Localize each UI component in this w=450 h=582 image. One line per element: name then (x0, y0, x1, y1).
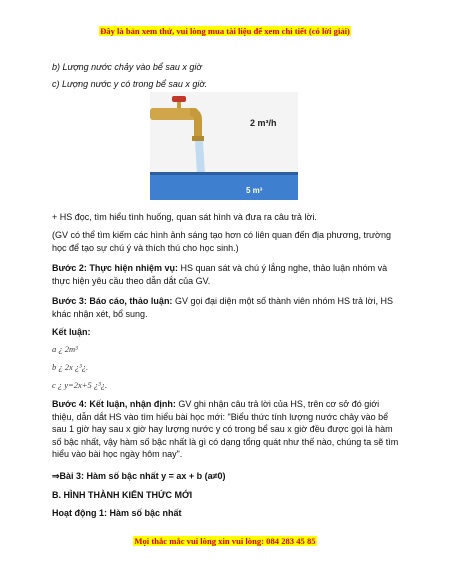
question-b: b) Lượng nước chảy vào bể sau x giờ (52, 62, 202, 72)
step4-text: GV ghi nhận câu trả lời của HS, trên cơ sở đó giới thiệu, dẫn dắt HS vào tìm hiểu bài học mới: "Biểu thức tính lượng nước chảy vào bể sau 1 giờ hay sau x giờ hay lượng nước y có trong bể sau x giờ đều được gọi là hàm số bậc nhất, vậy hàm số bậc nhất là gì có dạng tổng quát như thế nào, chúng ta sẽ tìm hiểu vào bài học ngày hôm nay". (52, 399, 399, 459)
step2-title: Bước 2: Thực hiện nhiệm vụ: (52, 263, 178, 273)
step3-title: Bước 3: Báo cáo, thảo luận: (52, 296, 173, 306)
preview-banner-text: Đây là bản xem thử, vui lòng mua tài liệu để xem chi tiết (có lời giải) (100, 26, 350, 36)
gv-note: (GV có thể tìm kiếm các hình ảnh sáng tạo hơn có liên quan đến địa phương, trường học để tạo sự chú ý và thích thú cho học sinh.) (52, 230, 391, 253)
step2-text: HS quan sát và chú ý lắng nghe, thảo luận nhóm và thực hiện yêu cầu theo dẫn dắt của GV. (52, 263, 388, 286)
step3-text: GV gọi đại diện một số thành viên nhóm HS trả lời, HS khác nhận xét, bổ sung. (52, 296, 393, 319)
faucet-tank-figure (150, 92, 298, 200)
faucet-tank-illustration (150, 92, 298, 200)
answer-c: c ¿ y=2x+5 ¿³¿. (52, 380, 108, 390)
activity1-heading: Hoạt động 1: Hàm số bậc nhất (52, 508, 182, 518)
lesson-title: ⇒Bài 3: Hàm số bậc nhất y = ax + b (a≠0) (52, 471, 226, 481)
tank-volume-label: 5 m³ (246, 186, 263, 195)
conclusion-title: Kết luận: (52, 327, 91, 337)
section-b-heading: B. HÌNH THÀNH KIẾN THỨC MỚI (52, 490, 193, 500)
question-c: c) Lượng nước y có trong bể sau x giờ. (52, 79, 208, 89)
contact-footer (0, 536, 450, 546)
step3-paragraph (52, 295, 402, 320)
step2-paragraph (52, 262, 402, 287)
preview-banner (0, 26, 450, 36)
contact-footer-text: Mọi thắc mắc vui lòng xin vui lòng: 084 283 45 85 (134, 536, 316, 546)
step4-title: Bước 4: Kết luận, nhận định: (52, 399, 176, 409)
step4-paragraph (52, 398, 402, 461)
answer-b: b ¿ 2x ¿³¿. (52, 362, 89, 372)
hs-instruction: + HS đọc, tìm hiểu tình huống, quan sát hình và đưa ra câu trả lời. (52, 212, 317, 222)
answer-a: a ¿ 2m³ (52, 344, 78, 354)
flow-rate-label: 2 m³/h (250, 118, 277, 128)
